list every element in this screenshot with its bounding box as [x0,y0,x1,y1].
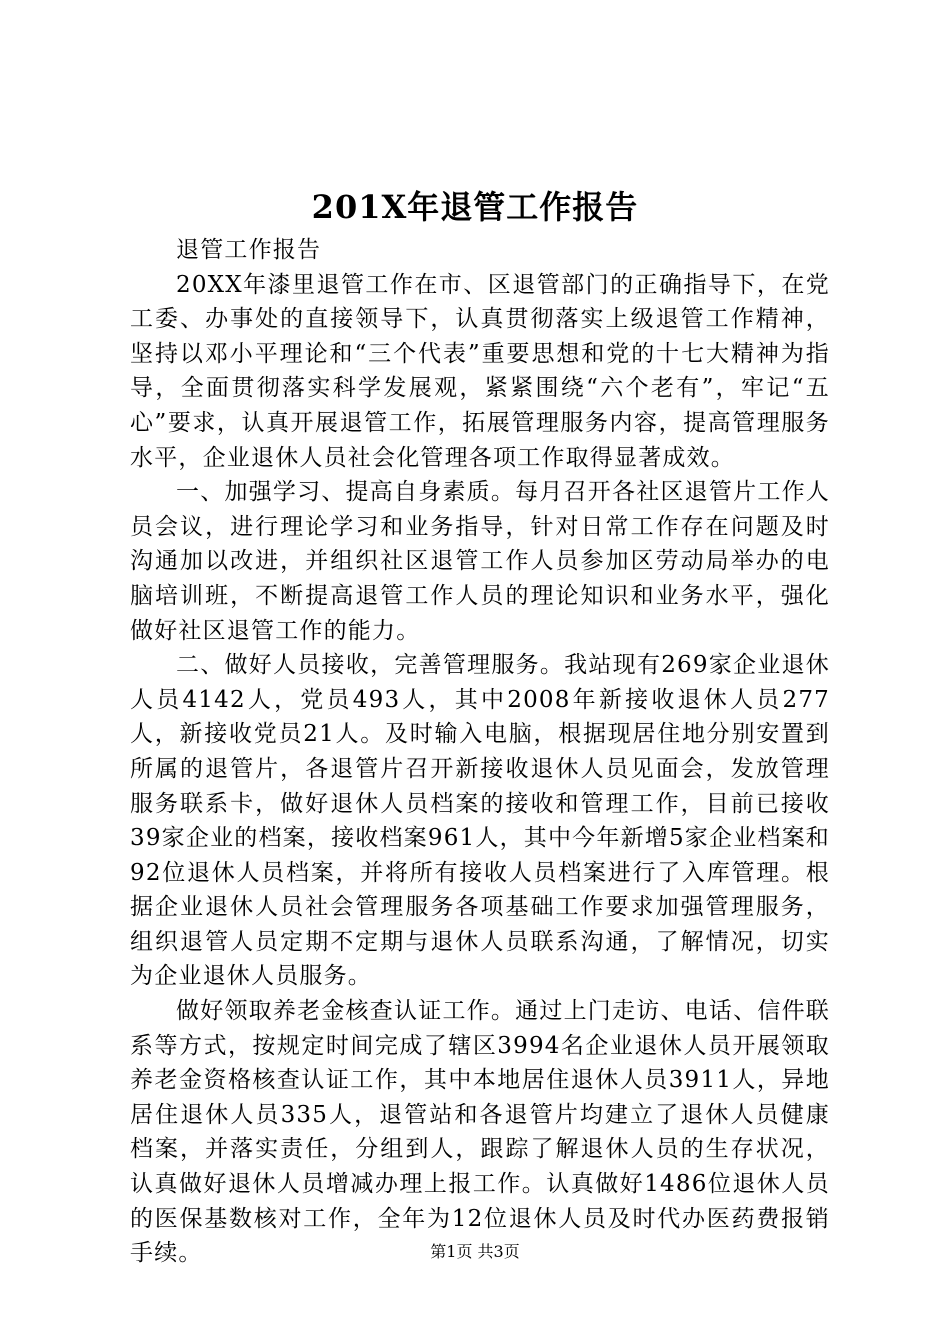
paragraph-reception: 二、做好人员接收，完善管理服务。我站现有269家企业退休人员4142人，党员493人，其中2008年新接收退休人员277人，新接收党员21人。及时输入电脑，根据现居住地分别安置到所属的退管片，各退管片召开新接收退休人员见面会，发放管理服务联系卡，做好退休人员档案的接收和管理工作，目前已接收39家企业的档案，接收档案961人，其中今年新增5家企业档案和92位退休人员档案，并将所有接收人员档案进行了入库管理。根据企业退休人员社会管理服务各项基础工作要求加强管理服务，组织退管人员定期不定期与退休人员联系沟通，了解情况，切实为企业退休人员服务。 [130,652,830,990]
document-body [130,233,830,1271]
paragraph-intro: 20XX年漆里退管工作在市、区退管部门的正确指导下，在党工委、办事处的直接领导下，认真贯彻落实上级退管工作精神，坚持以邓小平理论和“三个代表”重要思想和党的十七大精神为指导，全面贯彻落实科学发展观，紧紧围绕“六个老有”，牢记“五心”要求，认真开展退管工作，拓展管理服务内容，提高管理服务水平，企业退休人员社会化管理各项工作取得显著成效。 [130,271,830,471]
document-title: 201X年退管工作报告 [311,188,639,226]
page-footer: 第1页 共3页 [430,1242,520,1261]
document-subtitle: 退管工作报告 [176,237,322,263]
paragraph-pension-verification: 做好领取养老金核查认证工作。通过上门走访、电话、信件联系等方式，按规定时间完成了辖区3994名企业退休人员开展领取养老金资格核查认证工作，其中本地居住退休人员3911人，异地居住退休人员335人，退管站和各退管片均建立了退休人员健康档案，并落实责任，分组到人，跟踪了解退休人员的生存状况，认真做好退休人员增减办理上报工作。认真做好1486位退休人员的医保基数核对工作，全年为12位退休人员及时代办医药费报销手续。 [130,998,830,1267]
paragraph-study: 一、加强学习、提高自身素质。每月召开各社区退管片工作人员会议，进行理论学习和业务指导，针对日常工作存在问题及时沟通加以改进，并组织社区退管工作人员参加区劳动局举办的电脑培训班，不断提高退管工作人员的理论知识和业务水平，强化做好社区退管工作的能力。 [130,479,830,644]
